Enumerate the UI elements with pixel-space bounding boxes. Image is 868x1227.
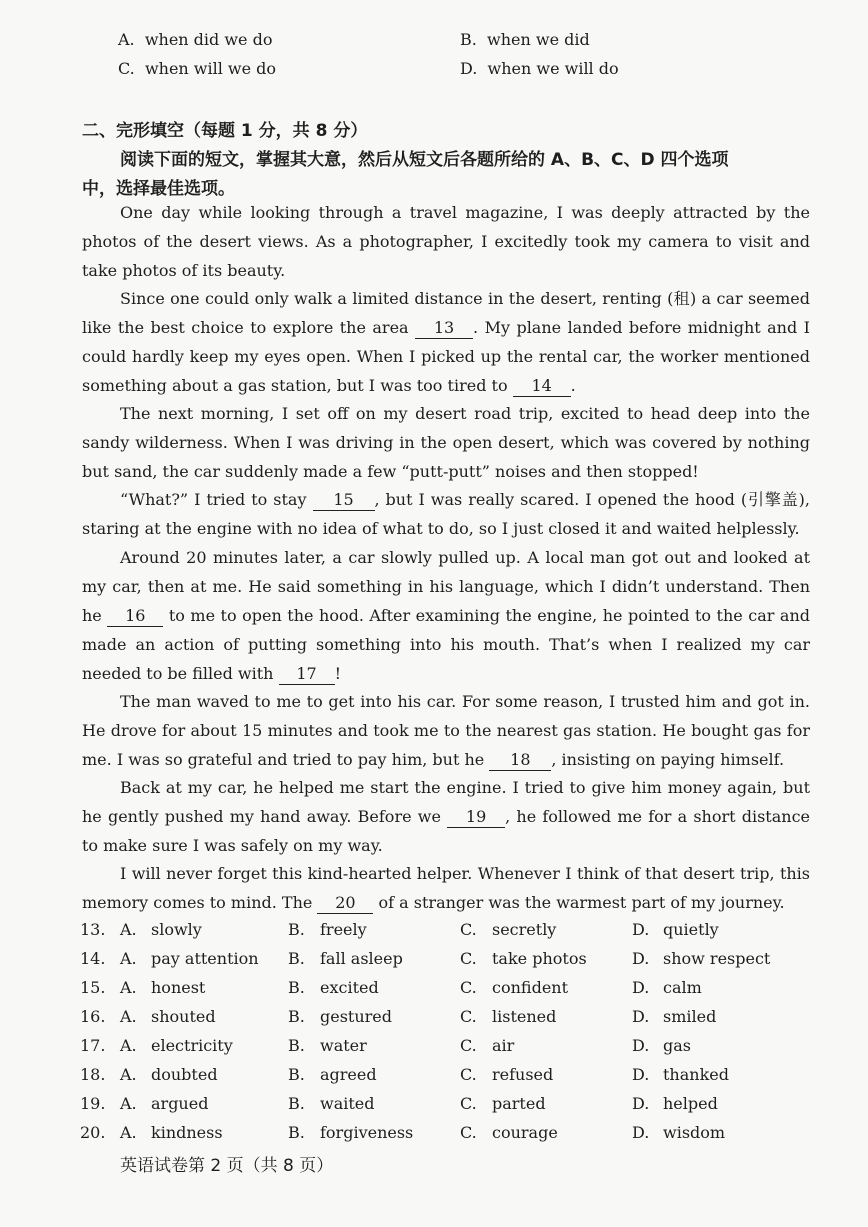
option-c-letter: C. xyxy=(460,949,477,968)
blank-15: 15 xyxy=(313,490,375,511)
passage-paragraph-6: The man waved to me to get into his car. For some reason, I trusted him and got in. He drove for about 15 minutes and took me to the nearest gas station. He bought gas for me. I was so grateful and tried to pay him, but he 18 , insisting on paying himself. xyxy=(82,692,810,769)
option-a-text: pay attention xyxy=(151,949,259,968)
option-d-text: calm xyxy=(663,978,702,997)
option-letter: C. xyxy=(118,59,135,78)
option-c-text: parted xyxy=(492,1094,546,1113)
option-c-text: secretly xyxy=(492,920,557,939)
option-letter: B. xyxy=(460,30,477,49)
option-d-text: show respect xyxy=(663,949,771,968)
option-text: when we will do xyxy=(487,59,619,78)
blank-18: 18 xyxy=(489,750,551,771)
option-d-letter: D. xyxy=(632,1036,650,1055)
question-row xyxy=(80,949,780,978)
passage-paragraph-8: I will never forget this kind-hearted helper. Whenever I think of that desert trip, this memory comes to mind. The 20 of a stranger was the warmest part of my journey. xyxy=(82,864,810,912)
passage-paragraph-1: One day while looking through a travel magazine, I was deeply attracted by the photos of the desert views. As a photographer, I excitedly took my camera to visit and take photos of its beauty. xyxy=(82,203,810,280)
blank-20: 20 xyxy=(317,893,373,914)
option-a-text: argued xyxy=(151,1094,209,1113)
option-b-letter: B. xyxy=(288,1094,305,1113)
question-number: 18. xyxy=(80,1065,106,1084)
option-d-letter: D. xyxy=(632,978,650,997)
option-c-letter: C. xyxy=(460,1065,477,1084)
option-a-letter: A. xyxy=(120,949,137,968)
option-b-text: excited xyxy=(320,978,379,997)
option-d-letter: D. xyxy=(632,1007,650,1026)
option-b-letter: B. xyxy=(288,1007,305,1026)
passage-paragraph-5: Around 20 minutes later, a car slowly pulled up. A local man got out and looked at my car, then at me. He said something in his language, which I didn’t understand. Then he 16 to me to open the hood. After examining the engine, he pointed to the car and made an action of putting something into his mouth. That’s when I realized my car needed to be filled with 17 ! xyxy=(82,548,811,683)
option-a-letter: A. xyxy=(120,1123,137,1142)
option-b-text: forgiveness xyxy=(320,1123,414,1142)
option-d-text: helped xyxy=(663,1094,718,1113)
option-text: when will we do xyxy=(144,59,277,78)
blank-19: 19 xyxy=(447,807,505,828)
question-number: 19. xyxy=(80,1094,106,1113)
option-c-text: courage xyxy=(492,1123,558,1142)
option-a-text: kindness xyxy=(151,1123,223,1142)
option-c-text: air xyxy=(492,1036,515,1055)
question-number: 15. xyxy=(80,978,106,997)
option-d-text: gas xyxy=(663,1036,691,1055)
option-c-letter: C. xyxy=(460,1123,477,1142)
section-title: 二、完形填空（每题 1 分，共 8 分） xyxy=(82,121,368,141)
passage-paragraph-7: Back at my car, he helped me start the engine. I tried to give him money again, but he gently pushed my hand away. Before we 19 , he followed me for a short distance to make sure I was safely on my way. xyxy=(82,778,811,855)
option-b-letter: B. xyxy=(288,920,305,939)
option-letter: D. xyxy=(460,59,478,78)
section-instruction-line2: 中，选择最佳选项。 xyxy=(82,179,235,199)
question-row xyxy=(80,1065,780,1094)
question-number: 16. xyxy=(80,1007,106,1026)
option-d-letter: D. xyxy=(632,920,650,939)
option-c-letter: C. xyxy=(460,1094,477,1113)
question-row xyxy=(80,1094,780,1123)
option-c-letter: C. xyxy=(460,978,477,997)
option-d-letter: D. xyxy=(632,1065,650,1084)
question-number: 14. xyxy=(80,949,106,968)
option-d-text: smiled xyxy=(663,1007,717,1026)
option-a-text: slowly xyxy=(151,920,202,939)
option-a-letter: A. xyxy=(120,1007,137,1026)
option-b-letter: B. xyxy=(288,949,305,968)
option-letter: A. xyxy=(118,30,135,49)
option-a-text: doubted xyxy=(151,1065,218,1084)
blank-16: 16 xyxy=(107,606,163,627)
option-a-letter: A. xyxy=(120,1065,137,1084)
passage-paragraph-4: “What?” I tried to stay 15 , but I was really scared. I opened the hood (引擎盖), staring at the engine with no idea of what to do, so I just closed it and waited helplessly. xyxy=(82,490,810,538)
option-d-letter: D. xyxy=(632,1094,650,1113)
question-number: 20. xyxy=(80,1123,106,1142)
option-d-letter: D. xyxy=(632,949,650,968)
option-b-letter: B. xyxy=(288,1036,305,1055)
prev-option-d xyxy=(460,59,619,78)
option-a-text: electricity xyxy=(151,1036,233,1055)
option-c-text: confident xyxy=(492,978,569,997)
option-a-text: honest xyxy=(151,978,206,997)
question-row xyxy=(80,1036,780,1065)
blank-14: 14 xyxy=(513,376,571,397)
blank-17: 17 xyxy=(279,664,335,685)
option-a-letter: A. xyxy=(120,920,137,939)
prev-option-a xyxy=(118,30,272,49)
passage-paragraph-2: Since one could only walk a limited distance in the desert, renting (租) a car seemed like the best choice to explore the area 13 . My plane landed before midnight and I could hardly keep my eyes open. When I picked up the rental car, the worker mentioned something about a gas station, but I was too tired to 14 . xyxy=(82,289,810,395)
question-number: 13. xyxy=(80,920,106,939)
option-a-letter: A. xyxy=(120,978,137,997)
option-b-text: freely xyxy=(320,920,367,939)
option-c-text: refused xyxy=(492,1065,554,1084)
question-number: 17. xyxy=(80,1036,106,1055)
question-row xyxy=(80,978,780,1007)
option-c-text: listened xyxy=(492,1007,557,1026)
blank-13: 13 xyxy=(415,318,473,339)
option-b-letter: B. xyxy=(288,978,305,997)
passage-paragraph-3: The next morning, I set off on my desert road trip, excited to head deep into the sandy wilderness. When I was driving in the open desert, which was covered by nothing but sand, the car suddenly made a few “putt-putt” noises and then stopped! xyxy=(82,404,810,481)
option-b-text: gestured xyxy=(320,1007,393,1026)
prev-option-b xyxy=(460,30,590,49)
option-a-text: shouted xyxy=(151,1007,216,1026)
option-d-letter: D. xyxy=(632,1123,650,1142)
option-b-text: waited xyxy=(320,1094,375,1113)
question-row xyxy=(80,1007,780,1036)
option-b-letter: B. xyxy=(288,1065,305,1084)
option-c-text: take photos xyxy=(492,949,587,968)
option-d-text: thanked xyxy=(663,1065,729,1084)
option-a-letter: A. xyxy=(120,1094,137,1113)
section-instruction-line1: 阅读下面的短文，掌握其大意，然后从短文后各题所给的 A、B、C、D 四个选项 xyxy=(120,150,729,170)
option-c-letter: C. xyxy=(460,1007,477,1026)
option-d-text: quietly xyxy=(663,920,719,939)
option-c-letter: C. xyxy=(460,1036,477,1055)
page-footer: 英语试卷第 2 页（共 8 页） xyxy=(120,1156,334,1176)
option-c-letter: C. xyxy=(460,920,477,939)
option-a-letter: A. xyxy=(120,1036,137,1055)
question-row xyxy=(80,1123,780,1152)
option-d-text: wisdom xyxy=(663,1123,726,1142)
option-text: when we did xyxy=(487,30,590,49)
option-b-text: water xyxy=(320,1036,367,1055)
option-b-text: fall asleep xyxy=(320,949,403,968)
option-b-letter: B. xyxy=(288,1123,305,1142)
option-text: when did we do xyxy=(144,30,273,49)
option-b-text: agreed xyxy=(320,1065,377,1084)
prev-option-c xyxy=(118,59,276,78)
question-row xyxy=(80,920,780,949)
